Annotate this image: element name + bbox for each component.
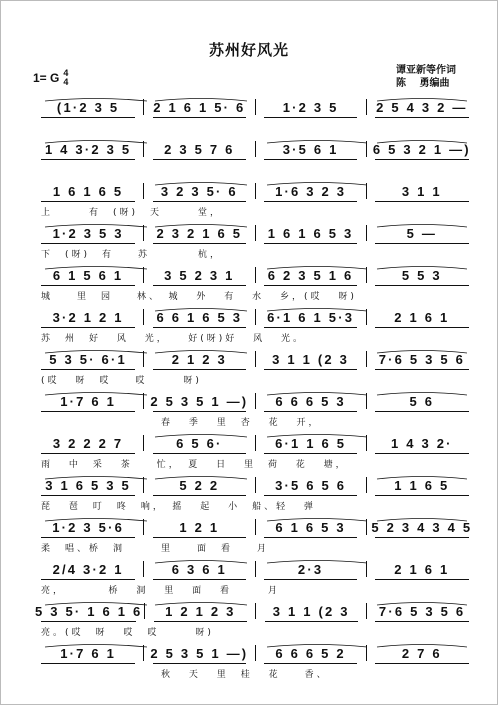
barline: [143, 351, 144, 367]
beam-underline: [153, 159, 247, 160]
measure: [258, 352, 364, 367]
measure-notes: 2/4 3·2 1: [52, 561, 124, 577]
barline: [143, 99, 144, 115]
beam-underline: [265, 621, 358, 622]
beam-underline: [41, 411, 135, 412]
measure: [35, 646, 141, 661]
beam-underline: [264, 327, 358, 328]
measure-notes: 6·1 6 1 5·3: [267, 309, 355, 325]
beam-underline: [153, 579, 247, 580]
beam-underline: [153, 327, 247, 328]
measure-notes: 2 5 3 5 1 —): [150, 645, 249, 661]
measure-notes: 2 7 6: [401, 645, 442, 661]
notes-line: [35, 99, 475, 115]
beam-underline: [153, 495, 247, 496]
barline: [143, 561, 144, 577]
beam-underline: [375, 285, 469, 286]
score-system: [1, 559, 499, 601]
beam-underline: [264, 369, 358, 370]
measure: [258, 604, 364, 619]
notes-line: [35, 351, 475, 367]
measure-notes: 7·6 5 3 5 6: [378, 603, 466, 619]
key-signature: [33, 69, 68, 87]
beam-underline: [375, 411, 469, 412]
beam-underline: [41, 579, 135, 580]
beam-underline: [375, 495, 469, 496]
measure: [146, 436, 252, 451]
measure-notes: 5 2 2: [179, 477, 220, 493]
measure: [369, 604, 475, 619]
beam-underline: [375, 327, 469, 328]
beam-underline: [41, 201, 135, 202]
barline: [143, 309, 144, 325]
beam-underline: [264, 579, 358, 580]
beam-underline: [375, 159, 469, 160]
barline: [366, 309, 367, 325]
measure: [369, 394, 475, 409]
measure: [258, 562, 364, 577]
measure: [258, 394, 364, 409]
barline: [255, 435, 256, 451]
lyrics-line: 亮， 桥 洞 里 面 看 月: [41, 586, 280, 596]
beam-underline: [41, 159, 135, 160]
barline: [143, 225, 144, 241]
score-system: [1, 307, 499, 349]
measure: [146, 646, 252, 661]
barline: [255, 351, 256, 367]
beam-underline: [264, 285, 358, 286]
beam-underline: [264, 201, 358, 202]
score-system: [1, 475, 499, 517]
measure: [258, 520, 364, 535]
measure: [369, 268, 475, 283]
measure-notes: 2 3 2 1 6 5: [156, 225, 243, 241]
notes-line: [35, 267, 475, 283]
barline: [143, 267, 144, 283]
measure-notes: 3·5 6 1: [282, 141, 339, 157]
score-system: [1, 349, 499, 391]
beam-underline: [375, 579, 469, 580]
beam-underline: [264, 159, 358, 160]
measure: [369, 520, 475, 535]
measure-notes: 3 1 1: [401, 183, 442, 199]
score-systems: [1, 97, 499, 685]
measure-notes: 3 1 1 (2 3: [272, 603, 350, 619]
measure: [146, 394, 252, 409]
beam-underline: [41, 663, 135, 664]
measure-notes: 1 2 1: [179, 519, 220, 535]
measure: [146, 142, 252, 157]
measure-notes: 6 6 1 6 5 3: [156, 309, 243, 325]
notes-line: [35, 309, 475, 325]
beam-underline: [153, 117, 247, 118]
measure-notes: (1·2 3 5: [56, 99, 120, 115]
measure-notes: 2 1 6 1 5· 6: [153, 99, 246, 115]
measure: [35, 184, 141, 199]
barline: [255, 603, 256, 619]
measure: [258, 184, 364, 199]
beam-underline: [264, 117, 358, 118]
lyrics-line: 雨 中 采 茶 忙， 夏 日 里 荷 花 塘，: [41, 460, 348, 470]
measure-notes: 6 5 3 2 1 —): [372, 141, 471, 157]
measure: [35, 100, 141, 115]
barline: [143, 645, 144, 661]
barline: [366, 477, 367, 493]
lyrics-line: 上 有 (呀) 天 堂，: [41, 208, 223, 218]
beam-underline: [375, 117, 469, 118]
measure: [146, 520, 252, 535]
barline: [366, 351, 367, 367]
measure-notes: 3 2 3 5· 6: [160, 183, 238, 199]
measure-notes: 6 6 6 5 3: [275, 393, 346, 409]
measure: [369, 310, 475, 325]
measure: [146, 268, 252, 283]
notes-line: [35, 393, 475, 409]
measure-notes: 5 2 3 4 3 4 5: [371, 519, 473, 535]
measure-notes: 3 1 6 5 3 5: [45, 477, 131, 493]
measure-notes: 2·3: [297, 561, 324, 577]
score-system: [1, 181, 499, 223]
barline: [366, 225, 367, 241]
beam-underline: [41, 621, 136, 622]
measure: [258, 226, 364, 241]
score-system: [1, 265, 499, 307]
beam-underline: [375, 453, 469, 454]
measure-notes: 5 3 5· 1 6 1 6: [35, 603, 143, 619]
beam-underline: [154, 621, 247, 622]
measure-notes: 1 2 1 2 3: [165, 603, 236, 619]
measure: [35, 478, 141, 493]
beam-underline: [375, 369, 469, 370]
measure: [146, 478, 252, 493]
measure-notes: 3 2 2 2 7: [52, 435, 124, 451]
measure-notes: 1 4 3 2·: [391, 435, 453, 451]
barline: [143, 183, 144, 199]
beam-underline: [41, 369, 135, 370]
notes-line: [35, 183, 475, 199]
notes-line: [35, 477, 475, 493]
barline: [143, 519, 144, 535]
barline: [366, 603, 367, 619]
measure: [258, 268, 364, 283]
barline: [255, 309, 256, 325]
lyrics-line: 秋 天 里 桂 花 香、: [41, 670, 329, 680]
measure: [258, 310, 364, 325]
barline: [366, 645, 367, 661]
measure: [369, 142, 475, 157]
lyrics-line: 苏 州 好 风 光， 好(呀)好 风 光。: [41, 334, 305, 344]
measure-notes: 5 6: [409, 393, 435, 409]
measure: [369, 100, 475, 115]
beam-underline: [153, 243, 247, 244]
measure-notes: 1·6 3 2 3: [275, 183, 347, 199]
measure: [258, 646, 364, 661]
score-system: [1, 433, 499, 475]
beam-underline: [375, 621, 468, 622]
measure: [35, 604, 142, 619]
measure-notes: 2 5 4 3 2 —: [376, 99, 468, 115]
measure: [258, 142, 364, 157]
notes-line: [35, 435, 475, 451]
barline: [255, 267, 256, 283]
measure: [147, 604, 253, 619]
beam-underline: [153, 201, 247, 202]
measure-notes: 1 4 3·2 3 5: [44, 141, 132, 157]
beam-underline: [41, 117, 135, 118]
measure: [35, 352, 141, 367]
score-system: [1, 517, 499, 559]
measure: [369, 184, 475, 199]
measure-notes: 6·1 1 6 5: [275, 435, 347, 451]
measure-notes: 3·5 6 5 6: [275, 477, 347, 493]
beam-underline: [153, 663, 247, 664]
measure: [146, 184, 252, 199]
measure-notes: 6 3 6 1: [171, 561, 227, 577]
measure: [35, 268, 141, 283]
measure: [35, 310, 141, 325]
beam-underline: [375, 663, 469, 664]
beam-underline: [41, 453, 135, 454]
measure-notes: 5 —: [406, 225, 438, 241]
measure: [146, 226, 252, 241]
barline: [143, 393, 144, 409]
measure-notes: 5 3 5· 6·1: [49, 351, 127, 367]
beam-underline: [41, 495, 135, 496]
barline: [143, 141, 144, 157]
beam-underline: [375, 201, 469, 202]
measure-notes: 2 3 5 7 6: [164, 141, 235, 157]
score-system: [1, 139, 499, 181]
song-title: 苏州好风光: [208, 41, 289, 59]
measure: [146, 100, 252, 115]
lyrics-line: 柔 唱、桥 洞 里 面 看 月: [41, 544, 270, 554]
measure-notes: 1·7 6 1: [60, 645, 117, 661]
lyrics-line: 亮。(哎 呀 哎 哎 呀): [41, 628, 214, 638]
measure-notes: 3·2 1 2 1: [52, 309, 124, 325]
beam-underline: [153, 411, 247, 412]
measure: [146, 562, 252, 577]
beam-underline: [41, 327, 135, 328]
score-system: [1, 223, 499, 265]
time-top: 4: [63, 68, 69, 78]
barline: [144, 603, 145, 619]
measure-notes: 6 5 6·: [176, 435, 223, 451]
beam-underline: [264, 495, 358, 496]
barline: [255, 99, 256, 115]
measure: [35, 436, 141, 451]
notes-line: [35, 225, 475, 241]
lyricist-credit: 谭亚新等作词: [396, 65, 456, 76]
beam-underline: [41, 285, 135, 286]
measure: [258, 436, 364, 451]
key-label: 1= G: [33, 71, 60, 85]
barline: [255, 183, 256, 199]
measure: [258, 100, 364, 115]
barline: [366, 141, 367, 157]
measure: [146, 352, 252, 367]
beam-underline: [153, 369, 247, 370]
measure: [369, 562, 475, 577]
barline: [255, 477, 256, 493]
barline: [366, 561, 367, 577]
notes-line: [35, 561, 475, 577]
measure-notes: 6 2 3 5 1 6: [267, 267, 354, 283]
barline: [255, 561, 256, 577]
measure-notes: 3 1 1 (2 3: [272, 351, 350, 367]
measure-notes: 2 5 3 5 1 —): [150, 393, 249, 409]
barline: [143, 435, 144, 451]
beam-underline: [264, 663, 358, 664]
barline: [366, 183, 367, 199]
measure-notes: 2 1 2 3: [171, 351, 227, 367]
beam-underline: [41, 537, 135, 538]
lyrics-line: 琵 琶 叮 咚 响， 摇 起 小 船、轻 弹: [41, 502, 316, 512]
measure: [369, 352, 475, 367]
beam-underline: [375, 243, 469, 244]
measure-notes: 1·2 3 5·6: [52, 519, 125, 535]
lyrics-line: 城 里 园 林、 城 外 有 水 乡，(哎 呀): [41, 292, 357, 302]
lyrics-line: 下 (呀) 有 苏 杭，: [41, 250, 223, 260]
time-signature: [63, 69, 68, 87]
barline: [255, 141, 256, 157]
barline: [255, 225, 256, 241]
measure-notes: 2 1 6 1: [394, 561, 450, 577]
barline: [366, 393, 367, 409]
notes-line: [35, 645, 475, 661]
measure: [369, 226, 475, 241]
measure-notes: 1·2 3 5 3: [52, 225, 124, 241]
beam-underline: [264, 453, 358, 454]
beam-underline: [264, 537, 358, 538]
measure-notes: 1·7 6 1: [60, 393, 117, 409]
measure-notes: 6 1 5 6 1: [52, 267, 124, 283]
measure-notes: 1 1 6 5: [394, 477, 450, 493]
barline: [255, 645, 256, 661]
score-system: [1, 601, 499, 643]
measure-notes: 3 5 2 3 1: [164, 267, 235, 283]
barline: [255, 393, 256, 409]
beam-underline: [264, 243, 358, 244]
barline: [366, 99, 367, 115]
measure-notes: 1 6 1 6 5: [52, 183, 124, 199]
measure: [369, 436, 475, 451]
score-system: [1, 391, 499, 433]
measure-notes: 1·2 3 5: [282, 99, 339, 115]
score-system: [1, 643, 499, 685]
lyrics-line: (哎 呀 哎 哎 呀): [41, 376, 202, 386]
score-system: [1, 97, 499, 139]
lyrics-line: 春 季 里 杏 花 开，: [41, 418, 321, 428]
beam-underline: [153, 537, 247, 538]
measure-notes: 2 1 6 1: [394, 309, 450, 325]
time-bottom: 4: [63, 77, 69, 87]
beam-underline: [264, 411, 358, 412]
credits: [396, 64, 456, 90]
measure-notes: 6 1 6 5 3: [275, 519, 346, 535]
notes-line: [35, 603, 475, 619]
measure: [369, 478, 475, 493]
measure: [146, 310, 252, 325]
beam-underline: [375, 537, 469, 538]
measure-notes: 1 6 1 6 5 3: [267, 225, 354, 241]
measure-notes: 5 5 3: [401, 267, 442, 283]
barline: [255, 519, 256, 535]
barline: [143, 477, 144, 493]
barline: [366, 435, 367, 451]
barline: [366, 267, 367, 283]
measure: [35, 520, 141, 535]
measure: [369, 646, 475, 661]
notes-line: [35, 519, 475, 535]
arranger-credit: 陈 勇编曲: [396, 78, 450, 89]
measure: [35, 394, 141, 409]
measure-notes: 6 6 6 5 2: [275, 645, 346, 661]
beam-underline: [153, 285, 247, 286]
measure: [258, 478, 364, 493]
barline: [366, 519, 367, 535]
beam-underline: [153, 453, 247, 454]
measure: [35, 562, 141, 577]
measure: [35, 226, 141, 241]
measure-notes: 7·6 5 3 5 6: [378, 351, 466, 367]
notes-line: [35, 141, 475, 157]
measure: [35, 142, 141, 157]
beam-underline: [41, 243, 135, 244]
